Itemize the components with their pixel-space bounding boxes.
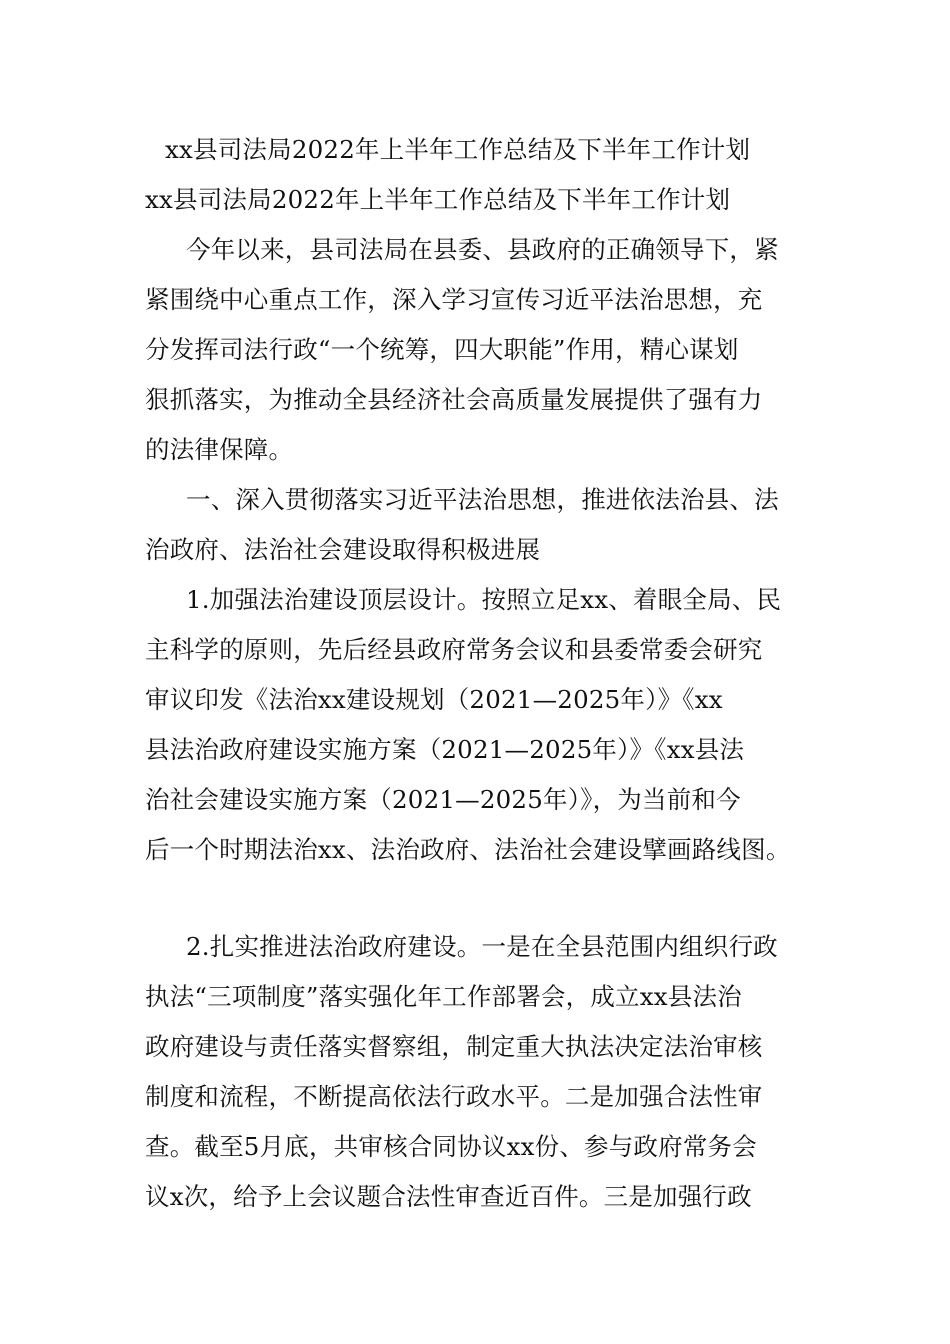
paragraph-line: 议x次，给予上会议题合法性审查近百件。三是加强行政 [145,1182,752,1211]
paragraph-line: 狠抓落实，为推动全县经济社会高质量发展提供了强有力 [145,385,763,414]
paragraph-line: 紧围绕中心重点工作，深入学习宣传习近平法治思想，充 [145,285,763,314]
paragraph-line: 查。截至5月底，共审核合同协议xx份、参与政府常务会 [145,1132,757,1161]
document-subtitle: xx县司法局2022年上半年工作总结及下半年工作计划 [145,185,731,214]
paragraph-line: 审议印发《法治xx建设规划（2021—2025年）》《xx [145,685,723,714]
paragraph-line: 后一个时期法治xx、法治政府、法治社会建设擘画路线图。 [145,835,791,864]
paragraph-line: 2.扎实推进法治政府建设。一是在全县范围内组织行政 [186,932,778,961]
paragraph-line: 政府建设与责任落实督察组，制定重大执法决定法治审核 [145,1032,763,1061]
heading-line: 治政府、法治社会建设取得积极进展 [145,535,541,564]
paragraph-line: 制度和流程，不断提高依法行政水平。二是加强合法性审 [145,1082,763,1111]
paragraph-line: 分发挥司法行政“一个统筹，四大职能”作用，精心谋划 [145,335,739,364]
paragraph-line: 1.加强法治建设顶层设计。按照立足xx、着眼全局、民 [186,585,782,614]
document-title: xx县司法局2022年上半年工作总结及下半年工作计划 [165,135,751,164]
paragraph-line: 县法治政府建设实施方案（2021—2025年）》《xx县法 [145,735,745,764]
heading-line: 一、深入贯彻落实习近平法治思想，推进依法治县、法 [186,485,779,514]
paragraph-line: 主科学的原则，先后经县政府常务会议和县委常委会研究 [145,635,763,664]
paragraph-line: 执法“三项制度”落实强化年工作部署会，成立xx县法治 [145,982,742,1011]
paragraph-line: 治社会建设实施方案（2021—2025年）》，为当前和今 [145,785,741,814]
paragraph-line: 今年以来，县司法局在县委、县政府的正确领导下，紧 [186,235,779,264]
paragraph-line: 的法律保障。 [145,435,294,464]
